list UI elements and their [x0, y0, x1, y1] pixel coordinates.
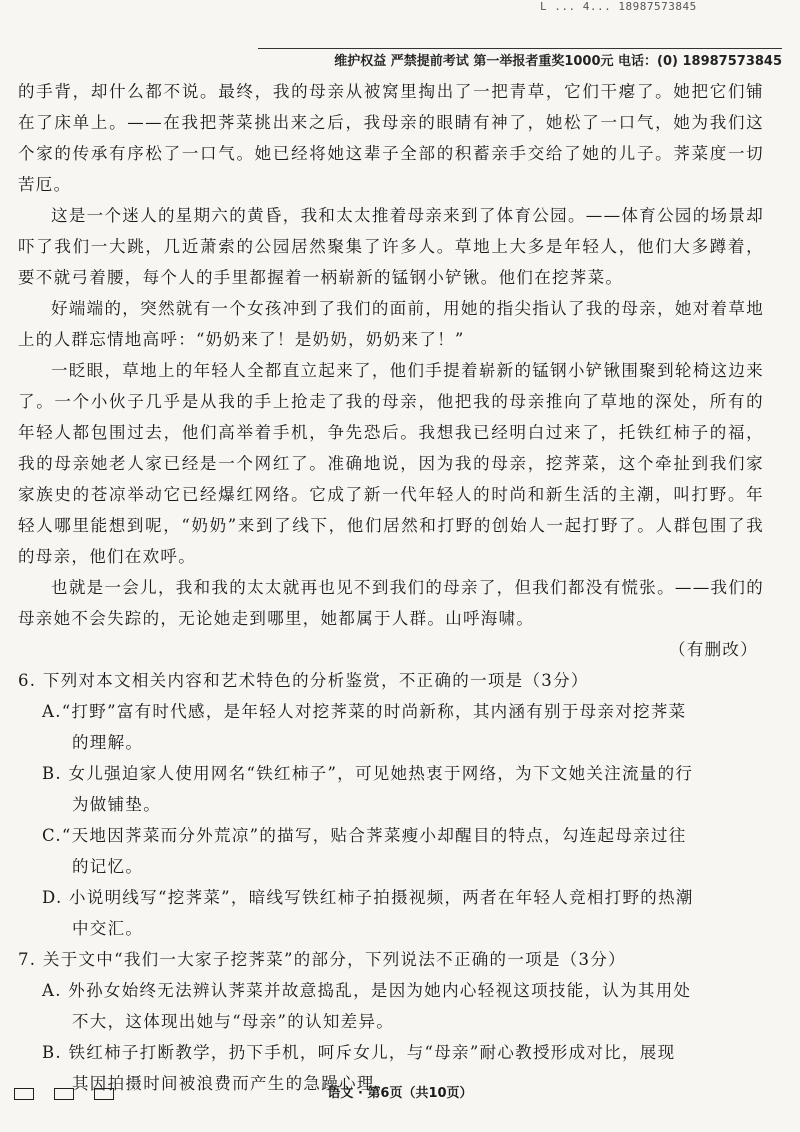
source-note: （有删改） — [669, 640, 758, 659]
question-6-option-b: B. 女儿强迫家人使用网名“铁红柿子”，可见她热衷于网络，为下文她关注流量的行 — [42, 764, 694, 783]
question-7-option-b: B. 铁红柿子打断教学，扔下手机，呵斥女儿，与“母亲”耐心教授形成对比，展现 — [42, 1043, 676, 1062]
passage-paragraph-5: 也就是一会儿，我和我的太太就再也见不到我们的母亲了，但我们都没有慌张。——我们的母亲她不会失踪的，无论她走到哪里，她都属于人群。山呼海啸。 — [18, 578, 764, 628]
passage-paragraph-3: 好端端的，突然就有一个女孩冲到了我们的面前，用她的指尖指认了我的母亲，她对着草地上的人群忘情地高呼：“奶奶来了！是奶奶，奶奶来了！” — [18, 299, 764, 349]
question-7-stem: 7. 关于文中“我们一大家子挖荠菜”的部分，下列说法不正确的一项是（3分） — [18, 950, 626, 969]
question-7-option-a-cont: 不大，这体现出她与“母亲”的认知差异。 — [72, 1012, 395, 1031]
page-number: 语文 · 第6页（共10页） — [327, 1086, 473, 1101]
question-6-option-c: C.“天地因荠菜而分外荒凉”的描写，贴合荠菜瘦小却醒目的特点，勾连起母亲过往 — [42, 826, 687, 845]
passage-paragraph-2: 这是一个迷人的星期六的黄昏，我和太太推着母亲来到了体育公园。——体育公园的场景却吓了我们一大跳，几近萧索的公园居然聚集了许多人。草地上大多是年轻人，他们大多蹲着，要不就弓着腰，每个人的手里都握着一柄崭新的锰钢小铲锹。他们在挖荠菜。 — [18, 206, 764, 287]
question-7-option-a: A. 外孙女始终无法辨认荠菜并故意捣乱，是因为她内心轻视这项技能，认为其用处 — [42, 981, 692, 1000]
question-6-option-d-cont: 中交汇。 — [72, 919, 144, 938]
question-6-option-d: D. 小说明线写“挖荠菜”，暗线写铁红柿子拍摄视频，两者在年轻人竞相打野的热潮 — [42, 888, 694, 907]
page-body — [18, 76, 764, 1099]
question-6-option-a: A.“打野”富有时代感，是年轻人对挖荠菜的时尚新称，其内涵有别于母亲对挖荠菜 — [42, 702, 687, 721]
exam-integrity-notice: 维护权益 严禁提前考试 第一举报者重奖1000元 电话：(0) 18987573845 — [258, 48, 782, 69]
question-6-option-b-cont: 为做铺垫。 — [72, 795, 161, 814]
passage-paragraph-4: 一眨眼，草地上的年轻人全都直立起来了，他们手提着崭新的锰钢小铲锹围聚到轮椅这边来了。一个小伙子几乎是从我的手上抢走了我的母亲，他把我的母亲推向了草地的深处，所有的年轻人都包围过去，他们高举着手机，争先恐后。我想我已经明白过来了，托铁红柿子的福，我的母亲她老人家已经是一个网红了。准确地说，因为我的母亲，挖荠菜，这个牵扯到我们家家族史的苍凉举动它已经爆红网络。它成了新一代年轻人的时尚和新生活的主潮，叫打野。年轻人哪里能想到呢，“奶奶”来到了线下，他们居然和打野的创始人一起打野了。人群包围了我的母亲，他们在欢呼。 — [18, 361, 764, 566]
page-footer — [0, 1080, 800, 1110]
question-6-stem: 6. 下列对本文相关内容和艺术特色的分析鉴赏，不正确的一项是（3分） — [18, 671, 589, 690]
question-7-option-b-cont: 其因拍摄时间被浪费而产生的急躁心理。 — [72, 1074, 393, 1093]
passage-paragraph-1: 的手背，却什么都不说。最终，我的母亲从被窝里掏出了一把青草，它们干瘪了。她把它们铺在了床单上。——在我把荠菜挑出来之后，我母亲的眼睛有神了，她松了一口气，她为我们这个家的传承有序松了一口气。她已经将她这辈子全部的积蓄亲手交给了她的儿子。荠菜度一切苦厄。 — [18, 82, 764, 194]
question-6-option-a-cont: 的理解。 — [72, 733, 144, 752]
question-6-option-c-cont: 的记忆。 — [72, 857, 144, 876]
top-handwritten-number: L ... 4... 18987573845 — [540, 0, 697, 13]
